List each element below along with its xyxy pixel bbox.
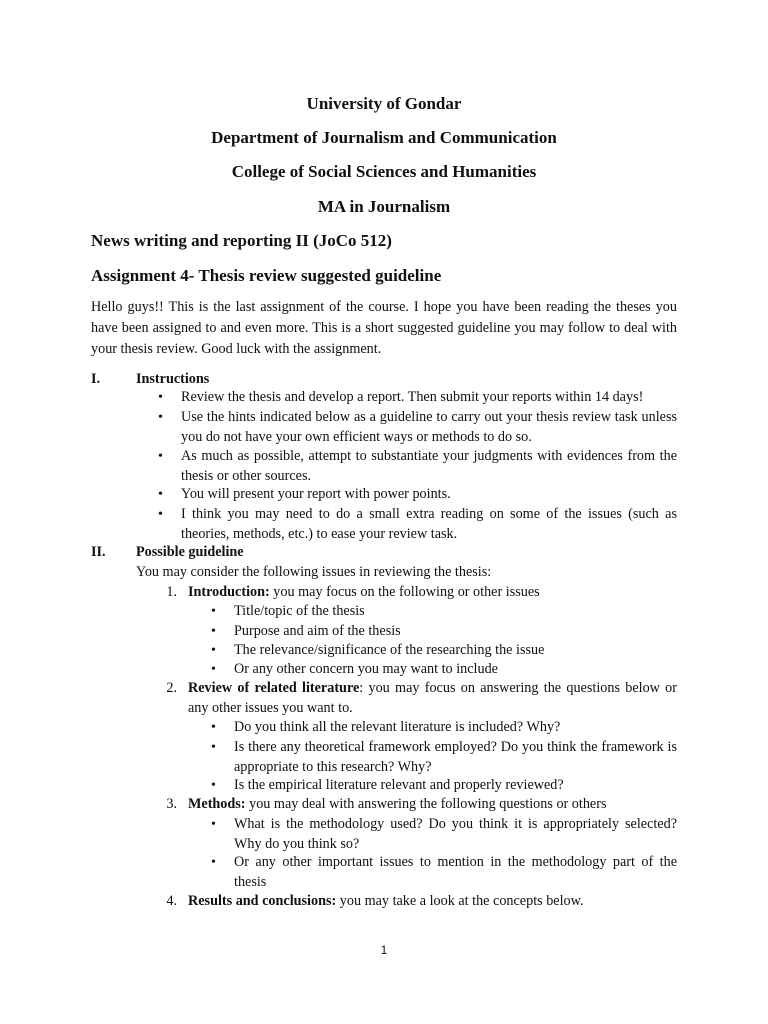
item-number: 2. (166, 680, 177, 696)
item-text: you may focus on the following or other issues (269, 584, 540, 600)
bullet-icon: • (211, 720, 216, 735)
bullet-icon: • (211, 662, 216, 677)
bullet-icon: • (211, 604, 216, 619)
department-name: Department of Journalism and Communication (211, 128, 557, 147)
bullet-icon: • (211, 817, 216, 832)
item-text: you may deal with answering the following questions or others (245, 796, 607, 812)
sub-item: Is the empirical literature relevant and properly reviewed? (234, 777, 564, 793)
sub-item: Title/topic of the thesis (234, 603, 365, 619)
item-label: Methods: (188, 796, 246, 812)
item-number: 4. (166, 893, 177, 909)
sub-item: Purpose and aim of the thesis (234, 623, 401, 639)
bullet-icon: • (158, 487, 163, 502)
bullet-icon: • (158, 410, 163, 425)
section-2-lead: You may consider the following issues in reviewing the thesis: (136, 564, 492, 580)
bullet-icon: • (158, 390, 163, 405)
bullet-icon: • (158, 449, 163, 464)
section-2-title: Possible guideline (136, 544, 244, 560)
bullet-icon: • (211, 624, 216, 639)
section-2-numeral: II. (91, 544, 106, 560)
section-1-numeral: I. (91, 371, 101, 387)
instruction-item: Use the hints indicated below as a guideline to carry out your thesis review task unless you do not have your own efficient ways or methods to do so. (181, 409, 677, 445)
bullet-icon: • (158, 507, 163, 522)
instruction-item: I think you may need to do a small extra reading on some of the issues (such as theories, methods, etc.) to ease your review task. (181, 506, 677, 542)
item-number: 1. (166, 584, 177, 600)
university-name: University of Gondar (306, 94, 462, 113)
instruction-item: Review the thesis and develop a report. Then submit your reports within 14 days! (181, 389, 644, 405)
assignment-title: Assignment 4- Thesis review suggested guideline (91, 266, 442, 285)
sub-item: Or any other important issues to mention in the methodology part of the thesis (234, 854, 677, 890)
bullet-icon: • (211, 740, 216, 755)
course-title: News writing and reporting II (JoCo 512) (91, 231, 392, 250)
section-1-title: Instructions (136, 371, 210, 387)
item-label: Review of related literature (188, 680, 360, 696)
bullet-icon: • (211, 643, 216, 658)
item-number: 3. (166, 796, 177, 812)
instruction-item: You will present your report with power points. (181, 486, 451, 502)
sub-item: What is the methodology used? Do you think it is appropriately selected? Why do you think so? (234, 816, 677, 852)
program-name: MA in Journalism (317, 197, 451, 216)
intro-paragraph: Hello guys!! This is the last assignment of the course. I hope you have been reading the theses you have been assigned to and even more. This is a short suggested guideline you may follow to deal with your thesis review. Good luck with the assignment. (91, 299, 677, 357)
item-label: Introduction: (188, 584, 270, 600)
guideline-item-literature (188, 679, 677, 718)
sub-item: Is there any theoretical framework employed? Do you think the framework is appropriate to this research? Why? (234, 739, 677, 775)
guideline-item-results (188, 892, 677, 912)
bullet-icon: • (211, 855, 216, 870)
item-text: : you may focus on answering the questions below or any other issues you want to. (188, 680, 677, 716)
item-label: Results and conclusions: (188, 893, 337, 909)
sub-item: The relevance/significance of the researching the issue (234, 642, 545, 658)
sub-item: Do you think all the relevant literature is included? Why? (234, 719, 561, 735)
page-number: 1 (380, 943, 388, 957)
guideline-item-introduction (188, 583, 677, 603)
guideline-item-methods (188, 795, 677, 815)
sub-item: Or any other concern you may want to include (234, 661, 498, 677)
college-name: College of Social Sciences and Humanities (231, 162, 537, 181)
item-text: you may take a look at the concepts below. (336, 893, 584, 909)
instruction-item: As much as possible, attempt to substantiate your judgments with evidences from the thesis or other sources. (181, 448, 677, 484)
bullet-icon: • (211, 778, 216, 793)
